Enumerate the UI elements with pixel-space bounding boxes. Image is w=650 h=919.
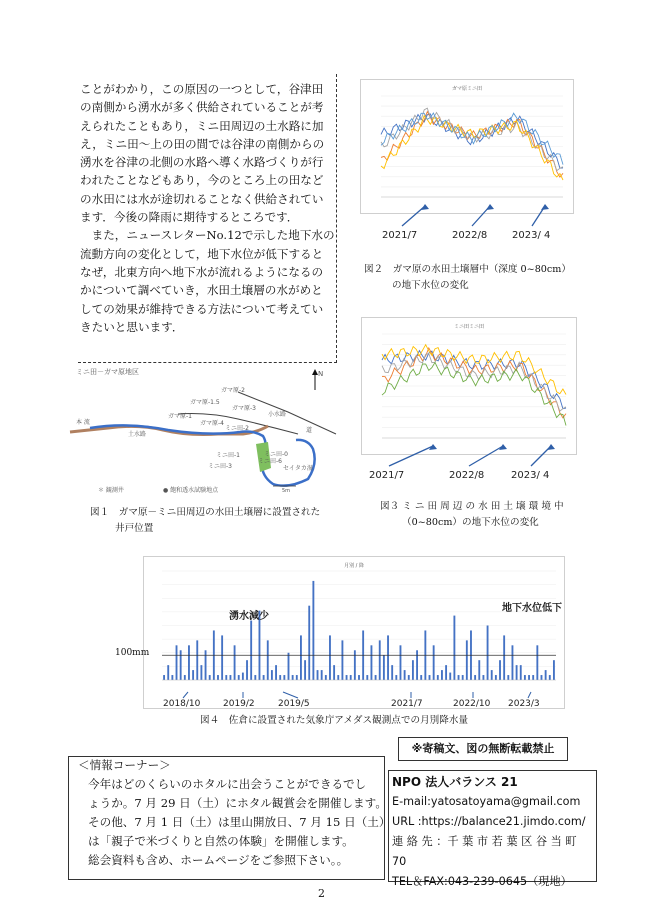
bar bbox=[246, 660, 248, 680]
bar bbox=[279, 675, 281, 680]
annotation-date: 2019/5 bbox=[278, 699, 310, 708]
article-line: また，ニュースレターNo.12で示した地下水の bbox=[80, 228, 335, 243]
bar bbox=[429, 675, 431, 680]
article-line: の水田には水が途切れることなく供給されてい bbox=[80, 191, 324, 206]
fig1-map bbox=[68, 364, 338, 499]
bar bbox=[229, 675, 231, 680]
bar bbox=[503, 635, 505, 680]
bar bbox=[524, 675, 526, 680]
fig1-caption: 図１ ガマ原－ミニ田周辺の水田土壌層に設置された 井戸位置 bbox=[90, 507, 321, 534]
fig2-caption: 図２ ガマ原の水田土壌層中（深度 0~80cm） の地下水位の変化 bbox=[364, 264, 571, 291]
bar bbox=[404, 670, 406, 680]
article-line: の南側から湧水が多く供給されていることが考 bbox=[80, 100, 324, 115]
article-line: 湧水を谷津の北側の水路へ導く水路づくりが行 bbox=[80, 155, 324, 170]
annotation-left: 湧水減少 bbox=[229, 611, 269, 622]
bar bbox=[192, 670, 194, 680]
svg-text:ミニ田-3: ミニ田-3 bbox=[208, 463, 232, 470]
npo-name: NPO 法人バランス 21 bbox=[392, 775, 518, 789]
annotation-arrow bbox=[283, 692, 298, 698]
bar bbox=[495, 675, 497, 680]
info-line: 今年はどのくらいのホタルに出会うことができるでし bbox=[88, 777, 367, 791]
north-label: N bbox=[318, 370, 324, 378]
article-line: かについて調べていき，水田土壌層の水がめと bbox=[80, 283, 323, 298]
annotation-arrow-head bbox=[486, 204, 494, 210]
fig2-chart bbox=[360, 79, 574, 214]
bar bbox=[445, 665, 447, 680]
svg-text:道: 道 bbox=[306, 427, 313, 434]
npo-contact bbox=[392, 772, 597, 892]
svg-text:ガマ原-4: ガマ原-4 bbox=[200, 420, 224, 427]
road-line bbox=[238, 392, 336, 434]
bar bbox=[532, 675, 534, 680]
svg-text:5m: 5m bbox=[282, 488, 291, 494]
article-line: ことがわかり，この原因の一つとして，谷津田 bbox=[80, 82, 324, 96]
svg-text:小水路: 小水路 bbox=[268, 411, 287, 418]
bar bbox=[507, 675, 509, 680]
legend-test: ● 飽和透水試験地点 bbox=[163, 487, 219, 494]
bar bbox=[408, 675, 410, 680]
annotation-date: 2019/2 bbox=[223, 699, 255, 708]
bar bbox=[499, 660, 501, 680]
annotation-date: 2021/7 bbox=[382, 230, 418, 240]
npo-email[interactable]: E-mail:yatosatoyama@gmail.com bbox=[392, 795, 581, 808]
fig4-ref-label: 100mm bbox=[115, 648, 150, 658]
chart-inner-title: 月別 / 降 bbox=[344, 563, 364, 569]
info-title: ＜情報コーナー＞ bbox=[78, 758, 171, 772]
annotation-arrow bbox=[183, 692, 188, 698]
bar bbox=[512, 645, 514, 680]
bar bbox=[520, 665, 522, 680]
bar bbox=[288, 653, 290, 680]
svg-text:ミニ田-1: ミニ田-1 bbox=[216, 452, 240, 459]
annotation-right: 地下水位低下 bbox=[502, 603, 562, 614]
bar bbox=[234, 645, 236, 680]
bar bbox=[487, 626, 489, 681]
bar bbox=[541, 675, 543, 680]
bar bbox=[176, 645, 178, 680]
legend-well: ＊ 観測井 bbox=[98, 487, 124, 494]
article-line: 流動方向の変化として，地下水位が低下すると bbox=[80, 246, 324, 261]
article-line: なぜ，北東方向へ地下水が流れるようになるの bbox=[80, 264, 324, 279]
npo-url[interactable]: URL :https://balance21.jimdo.com/ bbox=[392, 815, 586, 828]
bar bbox=[300, 635, 302, 680]
bar bbox=[379, 640, 381, 680]
bar bbox=[478, 660, 480, 680]
bar bbox=[420, 675, 422, 680]
annotation-date: 2022/8 bbox=[449, 470, 485, 481]
svg-text:ガマ原-1.5: ガマ原-1.5 bbox=[190, 399, 220, 406]
bar bbox=[462, 675, 464, 680]
annotation-date: 2023/ 4 bbox=[511, 470, 550, 481]
fig3-chart bbox=[361, 317, 577, 455]
bar bbox=[304, 660, 306, 680]
bar bbox=[180, 650, 182, 680]
annotation-date: 2023/3 bbox=[508, 699, 540, 708]
bar bbox=[296, 675, 298, 680]
bar bbox=[321, 670, 323, 680]
bar bbox=[437, 675, 439, 680]
bar bbox=[217, 675, 219, 680]
info-line: ょうか。7 月 29 日（土）にホタル観賞会を開催します。 bbox=[88, 796, 387, 810]
bar bbox=[184, 675, 186, 680]
bar bbox=[238, 675, 240, 680]
bar bbox=[167, 665, 169, 680]
bar bbox=[225, 675, 227, 680]
bar bbox=[412, 660, 414, 680]
fig4-caption: 図４ 佐倉に設置された気象庁アメダス観測点での月別降水量 bbox=[200, 715, 469, 726]
chart-inner-title: ガマ原ミニ田 bbox=[451, 86, 483, 92]
bar bbox=[449, 673, 451, 680]
bar bbox=[196, 640, 198, 680]
article-line: えられたこともあり，ミニ田周辺の土水路に加 bbox=[80, 118, 324, 133]
npo-address: 連 絡 先 ：千 葉 市 若 葉 区 谷 当 町 70 bbox=[392, 835, 588, 868]
bar bbox=[354, 650, 356, 680]
svg-text:ガマ原-1: ガマ原-1 bbox=[168, 413, 192, 420]
bar bbox=[333, 665, 335, 680]
svg-text:本 流: 本 流 bbox=[76, 419, 90, 426]
svg-text:ミニ田-0: ミニ田-0 bbox=[264, 451, 288, 458]
info-line: 総会資料も含め、ホームページをご参照下さい。。 bbox=[88, 853, 349, 867]
fig2-annotations bbox=[360, 196, 572, 240]
bar bbox=[371, 645, 373, 680]
fig3-annotations bbox=[361, 436, 575, 482]
copyright-notice: ※寄稿文、図の無断転載禁止 bbox=[398, 737, 568, 761]
bar bbox=[163, 675, 165, 680]
bar bbox=[391, 665, 393, 680]
bar bbox=[350, 675, 352, 680]
bar bbox=[416, 650, 418, 680]
bar bbox=[387, 635, 389, 680]
bar bbox=[453, 616, 455, 680]
svg-text:ミニ田-6: ミニ田-6 bbox=[258, 458, 282, 465]
npo-tel: TEL＆FAX:043-239-0645（現地） bbox=[392, 875, 572, 888]
bar bbox=[482, 675, 484, 680]
bar bbox=[433, 645, 435, 680]
bar bbox=[474, 675, 476, 680]
bar bbox=[528, 675, 530, 680]
page-number: 2 bbox=[318, 887, 325, 900]
bar bbox=[395, 675, 397, 680]
bar bbox=[254, 675, 256, 680]
bar bbox=[346, 675, 348, 680]
bar bbox=[200, 665, 202, 680]
bar bbox=[209, 675, 211, 680]
bar bbox=[271, 670, 273, 680]
bar bbox=[375, 675, 377, 680]
bar bbox=[545, 670, 547, 680]
annotation-date: 2021/7 bbox=[369, 470, 405, 481]
svg-text:セイタカ湿: セイタカ湿 bbox=[283, 465, 313, 472]
bar bbox=[337, 675, 339, 680]
annotation-date: 2023/ 4 bbox=[512, 230, 551, 240]
bar bbox=[317, 670, 319, 680]
bar bbox=[292, 675, 294, 680]
bar bbox=[312, 581, 314, 680]
series-line-3 bbox=[382, 345, 566, 395]
annotation-arrow-head bbox=[547, 444, 555, 450]
svg-text:土水路: 土水路 bbox=[128, 431, 147, 438]
bar bbox=[283, 675, 285, 680]
bar bbox=[400, 645, 402, 680]
bar bbox=[242, 673, 244, 680]
bar bbox=[171, 675, 173, 680]
article-line: え，ミニ田〜上の田の間では谷津の南側からの bbox=[80, 136, 325, 151]
svg-text:ガマ原-2: ガマ原-2 bbox=[221, 387, 245, 394]
bar bbox=[329, 635, 331, 680]
info-line: は「親子で米づくりと自然の体験」を開催します。 bbox=[88, 834, 354, 848]
svg-text:ガマ原-3: ガマ原-3 bbox=[232, 405, 256, 412]
annotation-date: 2022/10 bbox=[453, 699, 491, 708]
article-line: ます．今後の降雨に期待するところです． bbox=[80, 210, 299, 225]
bar bbox=[205, 650, 207, 680]
info-line: その他、7 月 1 日（土）は里山開放日、7 月 15 日（土） bbox=[88, 815, 391, 829]
bar bbox=[188, 645, 190, 680]
annotation-arrow-head bbox=[421, 204, 429, 210]
fig4-chart bbox=[143, 556, 565, 709]
bar bbox=[308, 606, 310, 680]
annotation-date: 2021/7 bbox=[391, 699, 423, 708]
fig3-caption: 図３ ミ ニ 田 周 辺 の 水 田 土 壌 環 境 中 （0~80cm）の地下水位の変化 bbox=[380, 501, 564, 528]
annotation-arrow bbox=[402, 206, 425, 226]
annotation-arrow bbox=[528, 692, 531, 698]
bar bbox=[441, 670, 443, 680]
annotation-date: 2022/8 bbox=[452, 230, 488, 240]
bar bbox=[549, 675, 551, 680]
bar bbox=[516, 665, 518, 680]
bar bbox=[358, 675, 360, 680]
bar bbox=[491, 670, 493, 680]
bar bbox=[383, 655, 385, 680]
bar bbox=[536, 645, 538, 680]
bar bbox=[458, 675, 460, 680]
bar bbox=[325, 675, 327, 680]
annotation-arrow bbox=[389, 446, 433, 466]
bar bbox=[250, 621, 252, 680]
bar bbox=[466, 640, 468, 680]
svg-text:ミニ田-2: ミニ田-2 bbox=[225, 425, 249, 432]
chart-inner-title: ミニ田ミニ田 bbox=[453, 324, 485, 330]
bar bbox=[221, 635, 223, 680]
annotation-date: 2018/10 bbox=[163, 699, 201, 708]
article-line: きたいと思います． bbox=[80, 319, 184, 334]
article-line: われたことなどもあり，今のところ上の田など bbox=[80, 173, 324, 188]
annotation-arrow bbox=[469, 446, 503, 466]
map-title: ミニ田－ガマ原地区 bbox=[76, 368, 139, 376]
bar bbox=[553, 660, 555, 680]
article-body bbox=[80, 80, 338, 336]
fig4-dates bbox=[143, 690, 563, 708]
bar bbox=[263, 675, 265, 680]
bar bbox=[366, 675, 368, 680]
info-body bbox=[88, 775, 391, 870]
article-line: しての効果が維持できる方法について考えてい bbox=[80, 301, 324, 316]
bar bbox=[267, 640, 269, 680]
annotation-arrow-head bbox=[541, 204, 549, 210]
bar bbox=[341, 640, 343, 680]
bar bbox=[275, 665, 277, 680]
